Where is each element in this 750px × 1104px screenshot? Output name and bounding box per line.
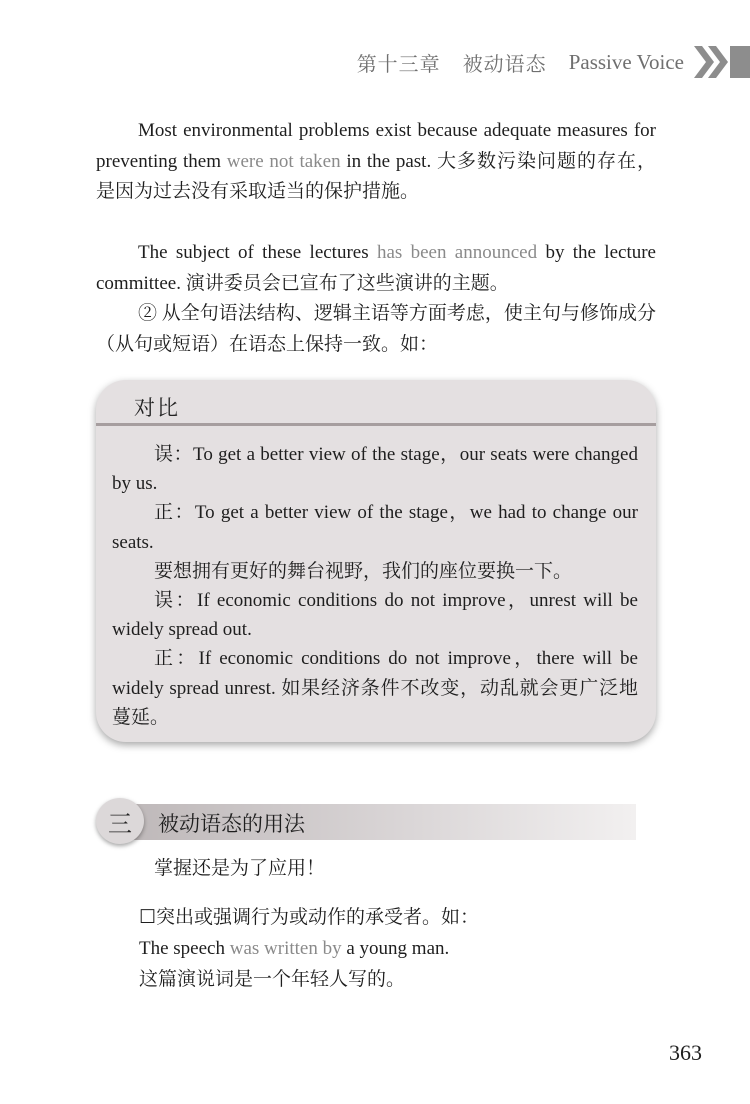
- translation-1: 要想拥有更好的舞台视野，我们的座位要换一下。: [154, 559, 573, 582]
- comparison-title: 对比: [134, 396, 180, 420]
- example-text: a young man.: [341, 938, 450, 959]
- running-header: [357, 44, 750, 80]
- section-title: 被动语态的用法: [158, 812, 305, 836]
- section-number-badge: 三: [96, 798, 144, 844]
- section-heading: [96, 798, 641, 844]
- example-sentence: [139, 934, 659, 964]
- wrong-example-2: 误：If economic conditions do not improve，unrest will be widely spread out.: [112, 590, 638, 641]
- correct-example-1: 正：To get a better view of the stage，we had to change our seats.: [112, 502, 638, 553]
- chapter-title-en: Passive Voice: [568, 49, 684, 74]
- paragraph-lectures: [96, 238, 656, 299]
- passive-highlight: has been announced: [376, 242, 538, 263]
- paragraph-text: in the past. 大多数污染问题的存在，是因为过去没有采取适当的保护措施。: [96, 150, 656, 202]
- correct-example-2: 正：If economic conditions do not improve，there will be widely spread unrest. 如果经济条件不改变，动乱就会更广泛地蔓延。: [112, 648, 638, 728]
- chapter-number: 第十三章: [356, 51, 441, 76]
- motto-line: 掌握还是为了应用！: [154, 857, 326, 879]
- page-number: 363: [669, 1040, 702, 1065]
- paragraph-text: The subject of these lectures: [138, 242, 377, 263]
- paragraph-point-2: ② 从全句语法结构、逻辑主语等方面考虑，使主句与修饰成分（从句或短语）在语态上保持一致。如：: [96, 303, 656, 355]
- paragraph-environmental: [96, 116, 656, 208]
- comparison-body: [112, 440, 638, 732]
- paragraph-text: Most environmental problems exist because adequate measures for preventing them: [96, 120, 656, 172]
- paragraph-text: by the lecture committee. 演讲委员会已宣布了这些演讲的主题。: [96, 242, 656, 294]
- chapter-title-cn: 被动语态: [462, 51, 547, 76]
- wrong-example-1: 误：To get a better view of the stage，our seats were changed by us.: [112, 444, 638, 495]
- usage-point: ☐突出或强调行为或动作的承受者。如：: [139, 907, 480, 928]
- example-text: The speech: [139, 938, 230, 959]
- passive-highlight: were not taken: [226, 150, 341, 172]
- double-chevron-right-icon: [694, 44, 750, 80]
- passive-highlight: was written by: [229, 938, 342, 959]
- comparison-box: [96, 380, 656, 742]
- example-translation: 这篇演说词是一个年轻人写的。: [139, 969, 406, 990]
- comparison-divider: [96, 423, 656, 426]
